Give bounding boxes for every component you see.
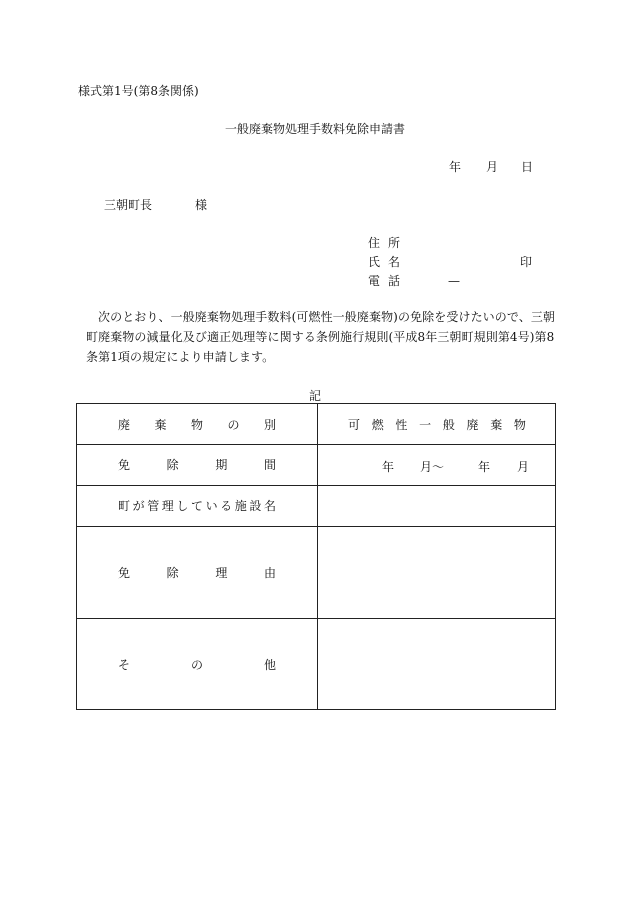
cell-char: 別 (263, 417, 276, 432)
phone-label: 電話 (368, 274, 409, 288)
date-year-label: 年 (449, 160, 462, 174)
exemption-period-value (382, 460, 530, 474)
ki-heading: 記 (308, 389, 321, 403)
address-label: 住所 (368, 236, 409, 250)
seal-mark: 印 (520, 255, 533, 269)
addressee-name: 三朝町長 (104, 198, 153, 212)
detail-table (76, 403, 556, 710)
cell-char: 除 (166, 458, 179, 472)
document-title: 一般廃棄物処理手数料免除申請書 (224, 122, 405, 136)
cell-char: 物 (190, 417, 203, 432)
exemption-reason-label (118, 526, 276, 618)
cell-char: 免 (118, 565, 131, 580)
period-from-month: 月〜 (420, 460, 445, 474)
cell-char: 理 (161, 499, 174, 513)
column-divider (317, 404, 318, 709)
cell-char: の (227, 417, 240, 432)
facility-name-label (118, 485, 276, 526)
application-statement: 次のとおり、一般廃棄物処理手数料(可燃性一般廃棄物)の免除を受けたいので、三朝町廃棄物の減量化及び適正処理等に関する条例施行規則(平成8年三朝町規則第4号)第8条第1項の規定により申請します。 (86, 310, 556, 364)
cell-char: 物 (513, 417, 526, 432)
waste-type-label (118, 404, 276, 444)
exemption-period-label (118, 444, 276, 485)
cell-char: が (132, 499, 145, 513)
cell-char: し (176, 499, 189, 513)
cell-char: そ (118, 657, 131, 672)
cell-char: 廃 (118, 417, 131, 432)
cell-char: 可 (348, 417, 361, 432)
cell-char: 廃 (466, 417, 479, 432)
cell-char: 期 (215, 458, 228, 472)
date-day-label: 日 (521, 160, 534, 174)
form-number: 様式第1号(第8条関係) (78, 84, 199, 98)
cell-char: 設 (249, 499, 262, 513)
cell-char: 免 (118, 458, 131, 472)
cell-char: 名 (263, 499, 276, 513)
period-to-year: 年 (478, 460, 491, 474)
waste-type-value (348, 404, 526, 444)
cell-char: 他 (263, 657, 276, 672)
cell-char: る (220, 499, 233, 513)
cell-char: の (190, 657, 203, 672)
cell-char: 一 (419, 417, 432, 432)
cell-char: 間 (263, 458, 276, 472)
period-from-year: 年 (382, 460, 395, 474)
cell-char: て (190, 499, 203, 513)
phone-dash: — (448, 274, 460, 288)
cell-char: 施 (234, 499, 247, 513)
cell-char: い (205, 499, 218, 513)
other-label (118, 618, 276, 710)
cell-char: 理 (215, 565, 228, 580)
cell-char: 性 (395, 417, 408, 432)
cell-char: 棄 (490, 417, 503, 432)
cell-char: 般 (442, 417, 455, 432)
cell-char: 除 (166, 565, 179, 580)
cell-char: 町 (118, 499, 131, 513)
cell-char: 由 (263, 565, 276, 580)
cell-char: 燃 (371, 417, 384, 432)
cell-char: 管 (147, 499, 160, 513)
period-to-month: 月 (517, 460, 530, 474)
cell-char: 棄 (154, 417, 167, 432)
name-label: 氏名 (368, 255, 409, 269)
addressee-honorific: 様 (195, 198, 208, 212)
date-month-label: 月 (486, 160, 499, 174)
